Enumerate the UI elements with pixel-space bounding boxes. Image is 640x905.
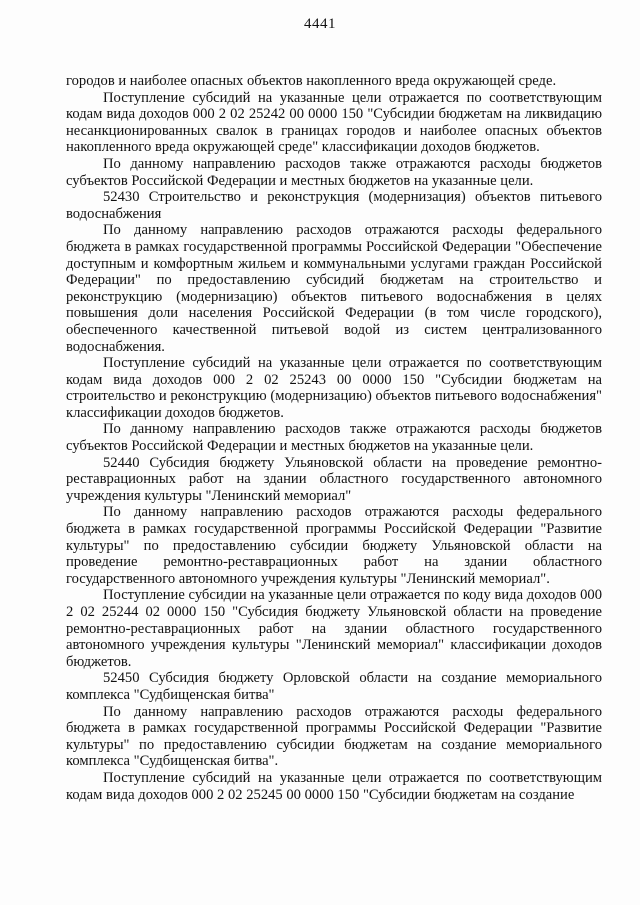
paragraph-9: По данному направлению расходов отражаются расходы федерального бюджета в рамках государственной программы Российской Федерации "Развитие культуры" по предоставлению субсидии бюджету Ульяновской области на проведение ремонтно-реставрационных работ на здании областного государственного автономного учреждения культуры "Ленинский мемориал". — [66, 504, 602, 587]
paragraph-12: По данному направлению расходов отражаются расходы федерального бюджета в рамках государственной программы Российской Федерации "Развитие культуры" по предоставлению субсидии бюджетам на создание мемориального комплекса "Судбищенская битва". — [66, 703, 602, 770]
paragraph-7: По данному направлению расходов также отражаются расходы бюджетов субъектов Российской Федерации и местных бюджетов на указанные цели. — [66, 421, 602, 455]
section-heading-52450: 52450 Субсидия бюджету Орловской области на создание мемориального комплекса "Судбищенская битва" — [66, 670, 602, 703]
paragraph-6: Поступление субсидий на указанные цели отражается по соответствующим кодам вида доходов 000 2 02 25243 00 0000 150 "Субсидии бюджетам на строительство и реконструкцию (модернизацию) объектов питьевого водоснабжения" классификации доходов бюджетов. — [66, 355, 602, 421]
paragraph-3: По данному направлению расходов также отражаются расходы бюджетов субъектов Российской Федерации и местных бюджетов на указанные цели. — [66, 155, 602, 189]
document-text — [66, 73, 602, 803]
paragraph-13: Поступление субсидий на указанные цели отражается по соответствующим кодам вида доходов 000 2 02 25245 00 0000 150 "Субсидии бюджетам на создание — [66, 769, 602, 803]
section-heading-52430: 52430 Строительство и реконструкция (модернизация) объектов питьевого водоснабжения — [66, 189, 602, 222]
paragraph-10: Поступление субсидии на указанные цели отражается по коду вида доходов 000 2 02 25244 02 0000 150 "Субсидия бюджету Ульяновской области на проведение ремонтно-реставрационных работ на здании областного государственного автономного учреждения культуры "Ленинский мемориал" классификации доходов бюджетов. — [66, 587, 602, 670]
page-number: 4441 — [304, 16, 336, 32]
paragraph-5: По данному направлению расходов отражаются расходы федерального бюджета в рамках государственной программы Российской Федерации "Обеспечение доступным и комфортным жильем и коммунальными услугами граждан Российской Федерации" по предоставлению субсидий бюджетам на строительство и реконструкцию (модернизацию) объектов питьевого водоснабжения в целях повышения доли населения Российской Федерации (в том числе городского), обеспеченного качественной питьевой водой из систем централизованного водоснабжения. — [66, 222, 602, 355]
paragraph-1: городов и наиболее опасных объектов накопленного вреда окружающей среде. — [66, 73, 557, 89]
paragraph-2: Поступление субсидий на указанные цели отражается по соответствующим кодам вида доходов 000 2 02 25242 00 0000 150 "Субсидии бюджетам на ликвидацию несанкционированных свалок в границах городов и наиболее опасных объектов накопленного вреда окружающей среде" классификации доходов бюджетов. — [66, 89, 602, 156]
section-heading-52440: 52440 Субсидия бюджету Ульяновской области на проведение ремонтно-реставрационных работ на здании областного государственного автономного учреждения культуры "Ленинский мемориал" — [66, 454, 602, 504]
